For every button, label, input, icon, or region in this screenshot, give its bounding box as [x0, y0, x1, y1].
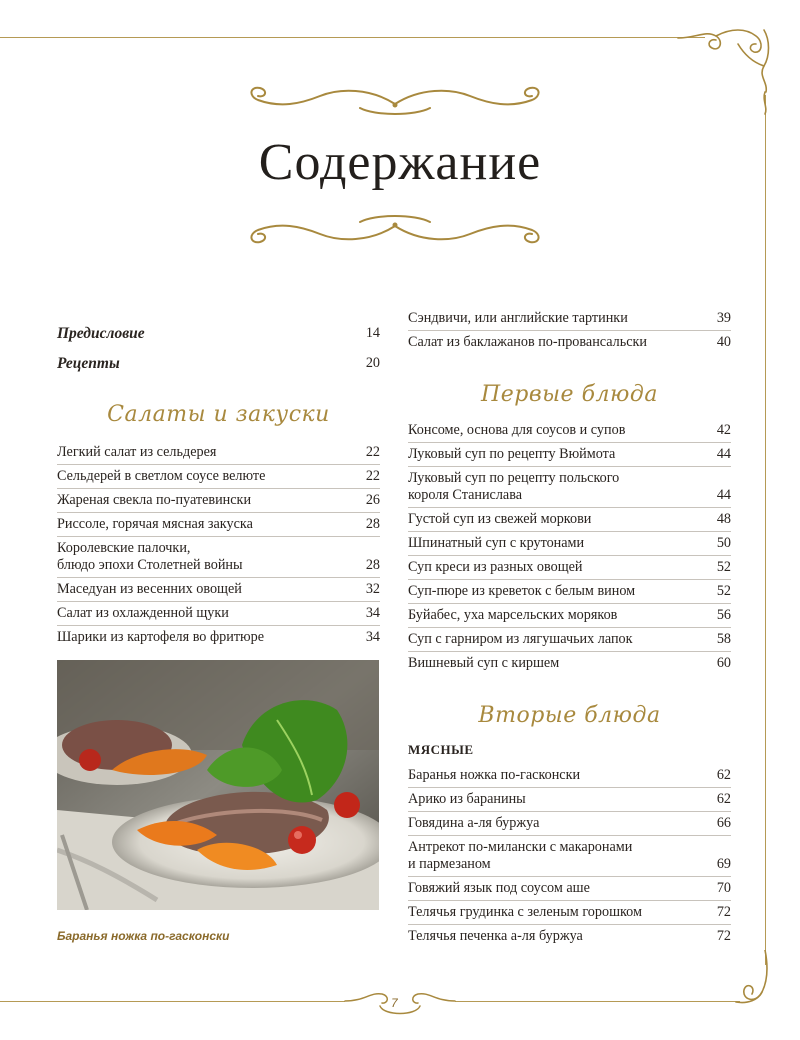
bottom-right-flourish-icon [728, 950, 773, 1010]
toc-entry[interactable] [408, 508, 731, 532]
entry-page: 44 [716, 487, 731, 503]
toc-section-list [408, 764, 731, 948]
toc-entry[interactable] [408, 467, 731, 508]
toc-section-list [408, 419, 731, 675]
toc-entry[interactable] [408, 877, 731, 901]
entry-label [408, 928, 583, 945]
toc-entry[interactable] [408, 901, 731, 925]
toc-entry[interactable] [57, 513, 380, 537]
entry-label [408, 310, 628, 327]
entry-label-line: и пармезаном [408, 856, 491, 872]
entry-label [408, 880, 590, 897]
frame-bottom-rule-right [455, 1001, 740, 1002]
entry-label-line: Вишневый суп с киршем [408, 655, 560, 671]
entry-label [408, 607, 617, 624]
entry-label-line: Луковый суп по рецепту польского [408, 470, 620, 486]
entry-label-line: блюдо эпохи Столетней войны [57, 557, 243, 573]
toc-left-column [57, 312, 380, 649]
toc-continued-list [408, 307, 731, 354]
toc-entry[interactable] [408, 652, 731, 675]
entry-page: 28 [365, 516, 380, 532]
entry-page: 62 [716, 767, 731, 783]
entry-label [408, 839, 632, 873]
toc-entry[interactable] [408, 443, 731, 467]
toc-entry[interactable] [57, 602, 380, 626]
entry-label [408, 655, 559, 672]
entry-label-line: Буйабес, уха марсельских моряков [408, 607, 618, 623]
frame-bottom-rule-left [0, 1001, 345, 1002]
entry-label-line: Суп с гарниром из лягушачьих лапок [408, 631, 633, 647]
title-ornament-top-icon [240, 82, 550, 122]
toc-entry[interactable] [57, 578, 380, 602]
section-heading: Первые блюда [481, 382, 658, 407]
entry-page: 66 [716, 815, 731, 831]
entry-label [408, 446, 615, 463]
entry-label [408, 583, 635, 600]
section-heading: Салаты и закуски [107, 402, 330, 427]
frame-right-rule [765, 95, 766, 965]
entry-page: 28 [365, 557, 380, 573]
entry-label [408, 470, 619, 504]
toc-entry[interactable] [408, 307, 731, 331]
entry-label [57, 581, 242, 598]
toc-right-column [408, 307, 731, 948]
entry-label [57, 444, 216, 461]
section-heading: Вторые блюда [478, 703, 661, 728]
entry-label [408, 559, 583, 576]
entry-label [57, 516, 253, 533]
toc-entry[interactable] [408, 556, 731, 580]
entry-page: 50 [716, 535, 731, 551]
entry-label [408, 767, 580, 784]
entry-label-line: Консоме, основа для соусов и супов [408, 422, 626, 438]
entry-page: 52 [716, 583, 731, 599]
entry-label-line: Легкий салат из сельдерея [57, 444, 217, 460]
entry-label-line: Луковый суп по рецепту Вюймота [408, 446, 616, 462]
page-title: Содержание [258, 134, 542, 191]
entry-label-line: Говядина а-ля буржуа [408, 815, 540, 831]
toc-entry[interactable] [408, 925, 731, 948]
entry-label-line: Телячья печенка а-ля буржуа [408, 928, 583, 944]
entry-label-line: Густой суп из свежей моркови [408, 511, 592, 527]
entry-label-line: Салат из охлажденной щуки [57, 605, 229, 621]
entry-page: 22 [365, 444, 380, 460]
toc-entry[interactable] [408, 788, 731, 812]
entry-label-line: Суп креси из разных овощей [408, 559, 583, 575]
entry-label [57, 605, 229, 622]
toc-entry[interactable] [408, 764, 731, 788]
toc-entry[interactable] [408, 628, 731, 652]
entry-label-line: Шпинатный суп с крутонами [408, 535, 585, 551]
entry-label-line: Салат из баклажанов по-провансальски [408, 334, 648, 350]
entry-page: 72 [716, 904, 731, 920]
entry-label-line: Риссоле, горячая мясная закуска [57, 516, 253, 532]
entry-page: 44 [716, 446, 731, 462]
toc-entry[interactable] [57, 537, 380, 578]
page-number: 7 [391, 996, 398, 1010]
entry-page: 40 [716, 334, 731, 350]
toc-entry[interactable] [408, 580, 731, 604]
toc-entry[interactable] [408, 836, 731, 877]
entry-label [57, 468, 265, 485]
entry-label-line: Жареная свекла по-пуатевински [57, 492, 252, 508]
entry-label-line: короля Станислава [408, 487, 523, 503]
entry-label [408, 334, 647, 351]
toc-entry[interactable] [408, 532, 731, 556]
entry-page: 34 [365, 605, 380, 621]
entry-page: 32 [365, 581, 380, 597]
entry-page: 69 [716, 856, 731, 872]
entry-label-line: Королевские палочки, [57, 540, 191, 556]
entry-label [408, 511, 591, 528]
entry-label-line: Баранья ножка по-гасконски [408, 767, 581, 783]
toc-entry[interactable] [57, 626, 380, 649]
entry-label-line: Антрекот по-милански с макаронами [408, 839, 633, 855]
toc-major-entry[interactable] [57, 312, 380, 342]
toc-entry[interactable] [408, 331, 731, 354]
corner-flourish-icon [676, 26, 776, 116]
toc-entry[interactable] [57, 489, 380, 513]
entry-page: 62 [716, 791, 731, 807]
toc-section-list [57, 441, 380, 649]
toc-entry[interactable] [408, 812, 731, 836]
entry-page: 70 [716, 880, 731, 896]
entry-label [408, 815, 539, 832]
entry-page: 52 [716, 559, 731, 575]
toc-entry[interactable] [408, 419, 731, 443]
photo-caption: Баранья ножка по-гасконски [57, 929, 230, 943]
entry-page: 72 [716, 928, 731, 944]
entry-label-line: Телячья грудинка с зеленым горошком [408, 904, 642, 920]
entry-label [57, 540, 243, 574]
entry-page: 34 [365, 629, 380, 645]
entry-label [408, 791, 526, 808]
entry-label-line: Шарики из картофеля во фритюре [57, 629, 265, 645]
entry-label: Рецепты [57, 355, 120, 372]
entry-label [57, 492, 251, 509]
entry-page: 22 [365, 468, 380, 484]
entry-label [57, 629, 264, 646]
dish-photo [57, 660, 379, 910]
frame-top-rule [0, 37, 705, 38]
entry-label [408, 904, 642, 921]
entry-label-line: Сельдерей в светлом соусе велюте [57, 468, 266, 484]
entry-label-line: Говяжий язык под соусом аше [408, 880, 590, 896]
entry-label [408, 631, 633, 648]
toc-entry[interactable] [57, 465, 380, 489]
entry-page: 14 [365, 325, 380, 341]
subsection-heading: МЯСНЫЕ [408, 742, 474, 757]
entry-label-line: Суп-пюре из креветок с белым вином [408, 583, 636, 599]
entry-page: 58 [716, 631, 731, 647]
toc-entry[interactable] [57, 441, 380, 465]
toc-major-entry[interactable] [57, 342, 380, 372]
entry-page: 42 [716, 422, 731, 438]
entry-label [408, 535, 584, 552]
entry-page: 56 [716, 607, 731, 623]
entry-page: 39 [716, 310, 731, 326]
title-ornament-bottom-icon [240, 208, 550, 248]
page-number-flourish-icon [340, 984, 460, 1020]
entry-page: 60 [716, 655, 731, 671]
entry-label-line: Арико из баранины [408, 791, 526, 807]
toc-entry[interactable] [408, 604, 731, 628]
entry-page: 20 [365, 355, 380, 371]
entry-label: Предисловие [57, 325, 145, 342]
entry-label [408, 422, 625, 439]
entry-page: 48 [716, 511, 731, 527]
entry-page: 26 [365, 492, 380, 508]
entry-label-line: Маседуан из весенних овощей [57, 581, 242, 597]
entry-label-line: Сэндвичи, или английские тартинки [408, 310, 628, 326]
